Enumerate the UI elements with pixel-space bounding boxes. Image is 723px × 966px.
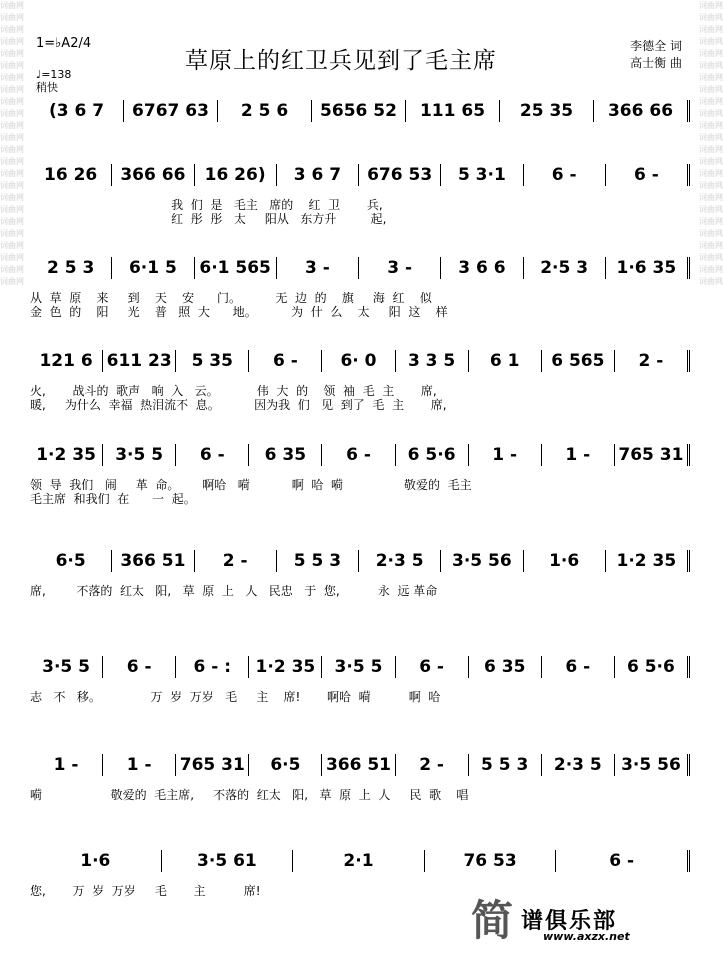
measure: 5 35 (176, 350, 249, 372)
measure: 16 26) (195, 164, 277, 186)
measure: 6 - : (176, 656, 249, 678)
measure: 6 565 (542, 350, 615, 372)
site-url: www.axzx.net (543, 930, 630, 943)
left-watermark-strip (0, 0, 24, 966)
measure: 6 - (606, 164, 690, 186)
measure: 3 6 7 (277, 164, 359, 186)
notation-line (30, 752, 690, 776)
score-system (30, 548, 690, 628)
measure: 1·2 35 (606, 550, 690, 572)
measure: 3 - (359, 257, 441, 279)
measure: 6 - (249, 350, 322, 372)
measure: 6 5·6 (615, 656, 690, 678)
measure: 6 - (103, 656, 176, 678)
measure: 2 5 6 (218, 100, 312, 122)
notation-line (30, 162, 690, 186)
credits (630, 38, 682, 72)
measure: 76 53 (425, 850, 557, 872)
measure: 6·5 (249, 754, 322, 776)
measure: 6·1 565 (195, 257, 277, 279)
logo-text: 谱俱乐部 (521, 909, 618, 934)
measure: 6·5 (30, 550, 112, 572)
measure: 6 - (542, 656, 615, 678)
notation-line (30, 348, 690, 372)
tempo-marking: ♩=138 稍快 (36, 68, 72, 94)
lyric-line: 从 草 原 来 到 天 安 门。 无 边 的 旗 海 红 似 (30, 291, 432, 305)
measure: 2·5 3 (524, 257, 606, 279)
measure: 765 31 (176, 754, 249, 776)
lyric-line: 金 色 的 阳 光 普 照 大 地。 为 什 么 太 阳 这 样 (30, 305, 448, 319)
measure: 2·3 5 (542, 754, 615, 776)
score-system (30, 348, 690, 428)
measure: 6 - (396, 656, 469, 678)
measure: 3 3 5 (396, 350, 469, 372)
measure: 3·5 5 (103, 444, 176, 466)
lyric-line: 席, 不落的 红太 阳, 草 原 上 人 民忠 于 您, 永 远 革命 (30, 584, 438, 598)
measure: 611 23 (103, 350, 176, 372)
score-header (30, 28, 690, 98)
measure: 6·1 5 (112, 257, 194, 279)
measure: 765 31 (615, 444, 690, 466)
composer: 高士衡 曲 (630, 56, 682, 70)
measure: 5 5 3 (469, 754, 542, 776)
measure: 6 - (524, 164, 606, 186)
watermark-text: 词曲网 词曲网 词曲网 词曲网 词曲网 词曲网 词曲网 词曲网 词曲网 词曲网 词曲网 词曲网 词曲网 词曲网 词曲网 词曲网 词曲网 词曲网 词曲网 词曲网 词曲网 词曲网 词曲网 词曲网 (0, 1, 24, 286)
measure: 5 3·1 (441, 164, 523, 186)
measure: 6 35 (249, 444, 322, 466)
score-system (30, 255, 690, 335)
lyric-line: 红 彤 彤 太 阳从 东方升 起, (30, 212, 387, 226)
measure: 6767 63 (124, 100, 218, 122)
measure: 2·3 5 (359, 550, 441, 572)
measure: (3 6 7 (30, 100, 124, 122)
lyric-line: 火, 战斗的 歌声 响 入 云。 伟 大 的 领 袖 毛 主 席, (30, 384, 437, 398)
score-system (30, 752, 690, 832)
measure: 6 5·6 (396, 444, 469, 466)
notation-line (30, 848, 690, 872)
measure: 1·6 (30, 850, 162, 872)
measure: 1 - (469, 444, 542, 466)
notation-line (30, 654, 690, 678)
notation-line (30, 98, 690, 122)
measure: 6 1 (469, 350, 542, 372)
score-system (30, 162, 690, 242)
measure: 3·5 56 (615, 754, 690, 776)
lyric-line: 领 导 我们 闹 革 命。 啊哈 嗬 啊 哈 嗬 敬爱的 毛主 (30, 478, 472, 492)
measure: 5656 52 (312, 100, 406, 122)
measure: 3·5 56 (441, 550, 523, 572)
measure: 366 66 (594, 100, 690, 122)
measure: 1 - (542, 444, 615, 466)
measure: 111 65 (406, 100, 500, 122)
measure: 3 - (277, 257, 359, 279)
key-signature: 1=♭A2/4 (36, 36, 92, 51)
lyric-line: 您, 万 岁 万岁 毛 主 席! (30, 884, 261, 898)
right-watermark-strip (699, 0, 723, 966)
measure: 1 - (30, 754, 103, 776)
measure: 1 - (103, 754, 176, 776)
lyric-line: 嗬 敬爱的 毛主席, 不落的 红太 阳, 草 原 上 人 民 歌 唱 (30, 788, 469, 802)
measure: 366 51 (112, 550, 194, 572)
measure: 6 - (322, 444, 395, 466)
lyric-line: 我 们 是 毛主 席的 红 卫 兵, (30, 198, 383, 212)
lyricist: 李德全 词 (630, 39, 682, 53)
site-logo (471, 898, 691, 948)
measure: 2 - (615, 350, 690, 372)
measure: 676 53 (359, 164, 441, 186)
measure: 6 - (556, 850, 690, 872)
measure: 121 6 (30, 350, 103, 372)
measure: 2·1 (293, 850, 425, 872)
measure: 3·5 5 (322, 656, 395, 678)
measure: 1·2 35 (30, 444, 103, 466)
measure: 5 5 3 (277, 550, 359, 572)
measure: 6· 0 (322, 350, 395, 372)
measure: 2 5 3 (30, 257, 112, 279)
notation-line (30, 442, 690, 466)
score-system (30, 442, 690, 522)
measure: 1·6 35 (606, 257, 690, 279)
measure: 3·5 61 (162, 850, 294, 872)
measure: 6 - (176, 444, 249, 466)
measure: 16 26 (30, 164, 112, 186)
lyric-line: 毛主席 和我们 在 一 起。 (30, 492, 196, 506)
measure: 1·2 35 (249, 656, 322, 678)
notation-line (30, 548, 690, 572)
measure: 1·6 (524, 550, 606, 572)
measure: 25 35 (500, 100, 594, 122)
logo-mark: 简 (471, 896, 514, 945)
notation-line (30, 255, 690, 279)
measure: 2 - (195, 550, 277, 572)
measure: 366 51 (322, 754, 395, 776)
measure: 366 66 (112, 164, 194, 186)
watermark-text: 词曲网 词曲网 词曲网 词曲网 词曲网 词曲网 词曲网 词曲网 词曲网 词曲网 词曲网 词曲网 词曲网 词曲网 词曲网 词曲网 词曲网 词曲网 词曲网 词曲网 词曲网 词曲网 词曲网 词曲网 (699, 1, 723, 286)
lyric-line: 暖, 为什么 幸福 热泪流不 息。 因为我 们 见 到了 毛 主 席, (30, 398, 447, 412)
measure: 2 - (396, 754, 469, 776)
score-system (30, 654, 690, 734)
measure: 3 6 6 (441, 257, 523, 279)
measure: 6 35 (469, 656, 542, 678)
measure: 3·5 5 (30, 656, 103, 678)
song-title: 草原上的红卫兵见到了毛主席 (185, 48, 497, 74)
lyric-line: 志 不 移。 万 岁 万岁 毛 主 席! 啊哈 嗬 啊 哈 (30, 690, 441, 704)
